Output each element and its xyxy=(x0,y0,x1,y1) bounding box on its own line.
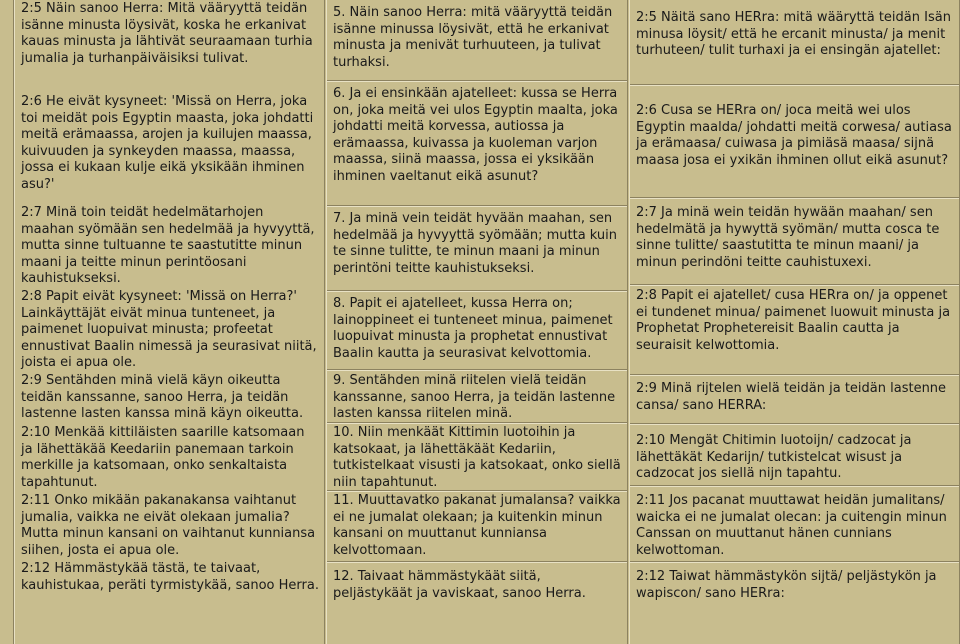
verse-2-5 xyxy=(15,1,324,67)
verse-12 xyxy=(327,569,627,602)
verse-5 xyxy=(327,5,627,71)
verse-2-8 xyxy=(630,288,959,354)
verse-10 xyxy=(327,425,627,491)
verse-text: 5. Näin sanoo Herra: mitä vääryyttä teidän isänne minussa löysivät, että he erkanivat minusta ja menivät turhuuteen, ja tulivat turhaksi. xyxy=(333,5,613,70)
verse-2-9 xyxy=(15,373,324,423)
verse-text: 2:12 Hämmästykää tästä, te taivaat, kauhistukaa, peräti tyrmistykää, sanoo Herra. xyxy=(21,561,319,593)
left-gutter xyxy=(0,0,14,644)
verse-text: 2:10 Mengät Chitimin luotoijn/ cadzocat ja lähettäkät Kedarijn/ tutkistelcat wisust ja cadzocat jos siellä nijn tapahtu. xyxy=(636,433,912,482)
verse-2-7 xyxy=(630,205,959,271)
verse-text: 10. Niin menkäät Kittimin luotoihin ja katsokaat, ja lähettäkäät Kedariin, tutkistelkaat visusti ja katsokaat, onko siellä niin tapahtunut. xyxy=(333,425,621,490)
verse-11 xyxy=(327,493,627,559)
verse-text: 2:9 Sentähden minä vielä käyn oikeutta teidän kanssanne, sanoo Herra, ja teidän lastenne lasten kanssa minä käyn oikeutta. xyxy=(21,373,304,422)
verse-8 xyxy=(327,296,627,362)
row-divider xyxy=(327,561,627,563)
verse-2-7 xyxy=(15,205,324,288)
verse-text: 2:9 Minä rijtelen wielä teidän ja teidän lastenne cansa/ sano HERRA: xyxy=(636,381,947,413)
row-divider xyxy=(630,84,959,86)
verse-2-11 xyxy=(630,493,959,559)
verse-2-9 xyxy=(630,381,959,414)
row-divider xyxy=(327,290,627,292)
column-modern-translation xyxy=(14,0,325,644)
column-1776-translation xyxy=(326,0,628,644)
verse-9 xyxy=(327,373,627,423)
verse-text: 12. Taivaat hämmästykäät siitä, peljästykäät ja vaviskaat, sanoo Herra. xyxy=(333,569,586,601)
verse-text: 2:8 Papit ei ajatellet/ cusa HERra on/ ja oppenet ei tundenet minua/ paimenet luowuit minusta ja Prophetat Prophetereisit Baalin cautta ja seuraisit kelwottomia. xyxy=(636,288,951,353)
verse-text: 2:6 He eivät kysyneet: 'Missä on Herra, joka toi meidät pois Egyptin maasta, joka johdatti meitä erämaassa, arojen ja kuilujen maassa, kuivuuden ja synkeyden maassa, maassa, jossa ei kukaan kulje eikä yksikään ihminen asu?' xyxy=(21,94,314,192)
verse-text: 9. Sentähden minä riitelen vielä teidän kanssanne, sanoo Herra, ja teidän lastenne lasten kanssa riitelen minä. xyxy=(333,373,616,422)
verse-text: 2:11 Jos pacanat muuttawat heidän jumalitans/ waicka ei ne jumalat olecan: ja cuitengin minun Canssan on muuttanut hänen cunnians kelwottoman. xyxy=(636,493,947,558)
verse-text: 2:7 Minä toin teidät hedelmätarhojen maahan syömään sen hedelmää ja hyvyyttä, mutta sinne tultuanne te saastutitte minun maani ja teitte minun perintöosani kauhistukseksi. xyxy=(21,205,315,287)
row-divider xyxy=(630,284,959,286)
row-divider xyxy=(327,80,627,82)
row-divider xyxy=(327,205,627,207)
row-divider xyxy=(630,485,959,487)
verse-2-12 xyxy=(630,569,959,602)
row-divider xyxy=(630,197,959,199)
verse-text: 2:11 Onko mikään pakanakansa vaihtanut jumalia, vaikka ne eivät olekaan jumalia? Mutta minun kansani on vaihtanut kunniansa siihen, josta ei apua ole. xyxy=(21,493,316,558)
verse-6 xyxy=(327,86,627,186)
verse-text: 8. Papit ei ajatelleet, kussa Herra on; lainoppineet ei tunteneet minua, paimenet luopuivat minusta ja prophetat ennustivat Baalin kautta ja seurasivat kelvottomia. xyxy=(333,296,613,361)
verse-text: 2:5 Näin sanoo Herra: Mitä vääryyttä teidän isänne minusta löysivät, koska he erkanivat kauas minusta ja lähtivät seuraamaan turhia jumalia ja turhanpäiväisiksi tulivat. xyxy=(21,1,313,66)
verse-text: 11. Muuttavatko pakanat jumalansa? vaikka ei ne jumalat olekaan; ja kuitenkin minun kansani on muuttanut kunniansa kelvottomaan. xyxy=(333,493,621,558)
verse-2-6 xyxy=(15,94,324,194)
row-divider xyxy=(630,374,959,376)
verse-text: 2:10 Menkää kittiläisten saarille katsomaan ja lähettäkää Keedariin panemaan tarkoin merkille ja katsomaan, onko senkaltaista tapahtunut. xyxy=(21,425,305,490)
verse-2-10 xyxy=(15,425,324,491)
verse-2-11 xyxy=(15,493,324,559)
verse-2-6 xyxy=(630,103,959,169)
verse-7 xyxy=(327,211,627,277)
verse-text: 2:12 Taiwat hämmästykön sijtä/ peljästykön ja wapiscon/ sano HERra: xyxy=(636,569,937,601)
verse-text: 2:5 Näitä sano HERra: mitä wääryttä teidän Isän minusa löysit/ että he ercanit minusta/ ja menit turhuteen/ tulit turhaxi ja ei ensingän ajatellet: xyxy=(636,10,951,59)
verse-2-12 xyxy=(15,561,324,594)
verse-text: 7. Ja minä vein teidät hyvään maahan, sen hedelmää ja hyvyyttä syömään; mutta kuin te sinne tulitte, te minun maani ja minun perintöni teitte kauhistukseksi. xyxy=(333,211,618,276)
verse-text: 2:6 Cusa se HERra on/ joca meitä wei ulos Egyptin maalda/ johdatti meitä corwesa/ autiasa ja erämaasa/ cuiwasa ja pimiäsä maasa/ sijnä maasa josa ei yxikän ihminen ollut eikä asunut? xyxy=(636,103,952,168)
row-divider xyxy=(630,423,959,425)
verse-text: 2:8 Papit eivät kysyneet: 'Missä on Herra?' Lainkäyttäjät eivät minua tunteneet, ja paimenet luopuivat minusta; profeetat ennustivat Baalin nimessä ja seurasivat niitä, joista ei apua ole. xyxy=(21,289,317,371)
verse-2-10 xyxy=(630,433,959,483)
row-divider xyxy=(327,490,627,492)
verse-text: 2:7 Ja minä wein teidän hywään maahan/ sen hedelmätä ja hywyttä syömän/ mutta cosca te sinne tulitte/ saastutitta te minun maani/ ja minun perindöni teitte cauhistuxexi. xyxy=(636,205,940,270)
row-divider xyxy=(630,561,959,563)
column-1642-translation xyxy=(629,0,960,644)
row-divider xyxy=(327,422,627,424)
verse-text: 6. Ja ei ensinkään ajatelleet: kussa se Herra on, joka meitä vei ulos Egyptin maalta, joka johdatti meitä korvessa, autiossa ja erämaassa, kuivassa ja kuoleman varjon maassa, siinä maassa, jossa ei yksikään ihminen vaeltanut eikä asunut? xyxy=(333,86,618,184)
row-divider xyxy=(327,369,627,371)
verse-2-5 xyxy=(630,10,959,60)
verse-2-8 xyxy=(15,289,324,372)
